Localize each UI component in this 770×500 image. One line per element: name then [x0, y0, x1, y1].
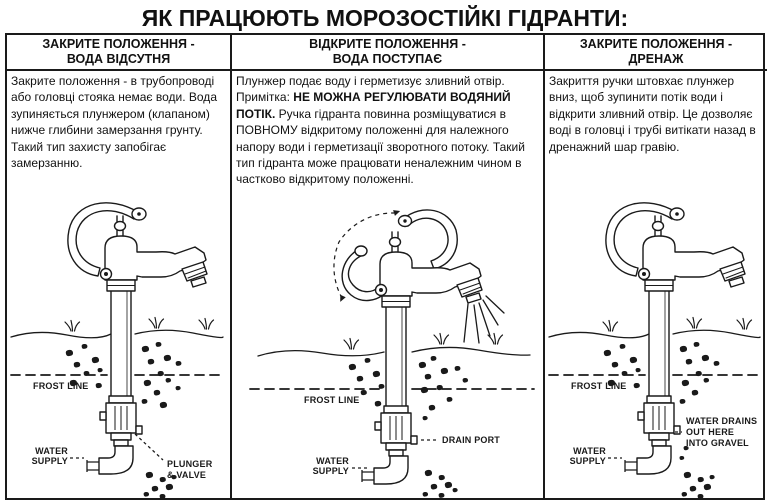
hydrant-head-closed — [68, 203, 207, 291]
description-warning-bold: НЕ МОЖНА РЕГУЛЮВАТИ ВОДЯНИЙ ПОТІК. — [236, 90, 511, 121]
column-header-closed-drain — [545, 35, 767, 71]
column-header-open-water-flows — [230, 35, 545, 71]
column-header-closed-no-water — [7, 35, 230, 71]
water-drains-label: OUT HERE — [686, 427, 735, 437]
page-title: ЯК ПРАЦЮЮТЬ МОРОЗОСТІЙКІ ГІДРАНТИ: — [141, 5, 629, 31]
standpipe-and-valve — [362, 301, 417, 484]
water-drains-label: WATER DRAINS — [686, 416, 758, 426]
column-cell-open-water-flows — [230, 71, 545, 498]
description-text: Ручка гідранта повинна розміщуватися в ПОВНОМУ відкритому положенні для належного напору води і герметизації зворотного потоку. Такий тип гідранта може працювати неналежним чином в частково відкритому положенні. — [236, 106, 525, 187]
water-supply-label: WATER — [316, 456, 349, 466]
standpipe-and-valve — [625, 291, 680, 474]
water-supply-label: SUPPLY — [569, 456, 606, 466]
description-text: Плунжер подає воду і герметизує зливний отвір. Примітка: — [236, 74, 505, 105]
header-line: ВІДКРИТЕ ПОЛОЖЕННЯ - — [309, 37, 466, 51]
header-line: ДРЕНАЖ — [628, 52, 684, 66]
water-supply-label: SUPPLY — [31, 456, 68, 466]
frost-line-label: FROST LINE — [571, 381, 627, 391]
column-cell-closed-no-water — [7, 71, 230, 498]
plunger-valve-label: PLUNGER — [167, 459, 213, 469]
header-line: ВОДА ПОСТУПАЄ — [332, 52, 443, 66]
frost-line-label: FROST LINE — [304, 395, 360, 405]
hydrant-head-open — [334, 208, 482, 307]
standpipe-and-valve — [87, 291, 142, 474]
column-cell-closed-drain — [545, 71, 767, 498]
drain-port-label: DRAIN PORT — [442, 435, 500, 445]
header-line: ЗАКРИТЕ ПОЛОЖЕННЯ - — [42, 37, 195, 51]
plunger-valve-label: & VALVE — [167, 470, 207, 480]
column-1-description: Закрите положення - в трубопроводі або головці стояка немає води. Вода зупиняється плунжером (клапаном) нижче глибини замерзання грунту. Такий тип захисту запобігає замерзанню. — [11, 74, 217, 171]
plunger-valve-leader — [135, 434, 163, 460]
hydrant-diagram-closed-no-water — [7, 190, 226, 498]
hydrant-diagram-closed-drain — [545, 190, 763, 498]
column-3-description: Закриття ручки штовхає плунжер вниз, щоб зупинити потік води і відкрити зливний отвір. Це дозволяє воді в головці і трубі витікати назад в дренажний шар гравію. — [549, 74, 756, 154]
frost-line-label: FROST LINE — [33, 381, 89, 391]
water-supply-label: SUPPLY — [312, 466, 349, 476]
water-drains-label: INTO GRAVEL — [686, 438, 749, 448]
header-line: ВОДА ВІДСУТНЯ — [66, 52, 171, 66]
hydrant-diagram-open — [232, 192, 543, 498]
water-supply-label: WATER — [35, 446, 68, 456]
hydrant-head-closed — [606, 203, 745, 291]
header-line: ЗАКРИТЕ ПОЛОЖЕННЯ - — [579, 37, 733, 51]
column-2-description — [232, 71, 543, 191]
water-supply-label: WATER — [573, 446, 606, 456]
hydrant-table — [5, 33, 765, 500]
